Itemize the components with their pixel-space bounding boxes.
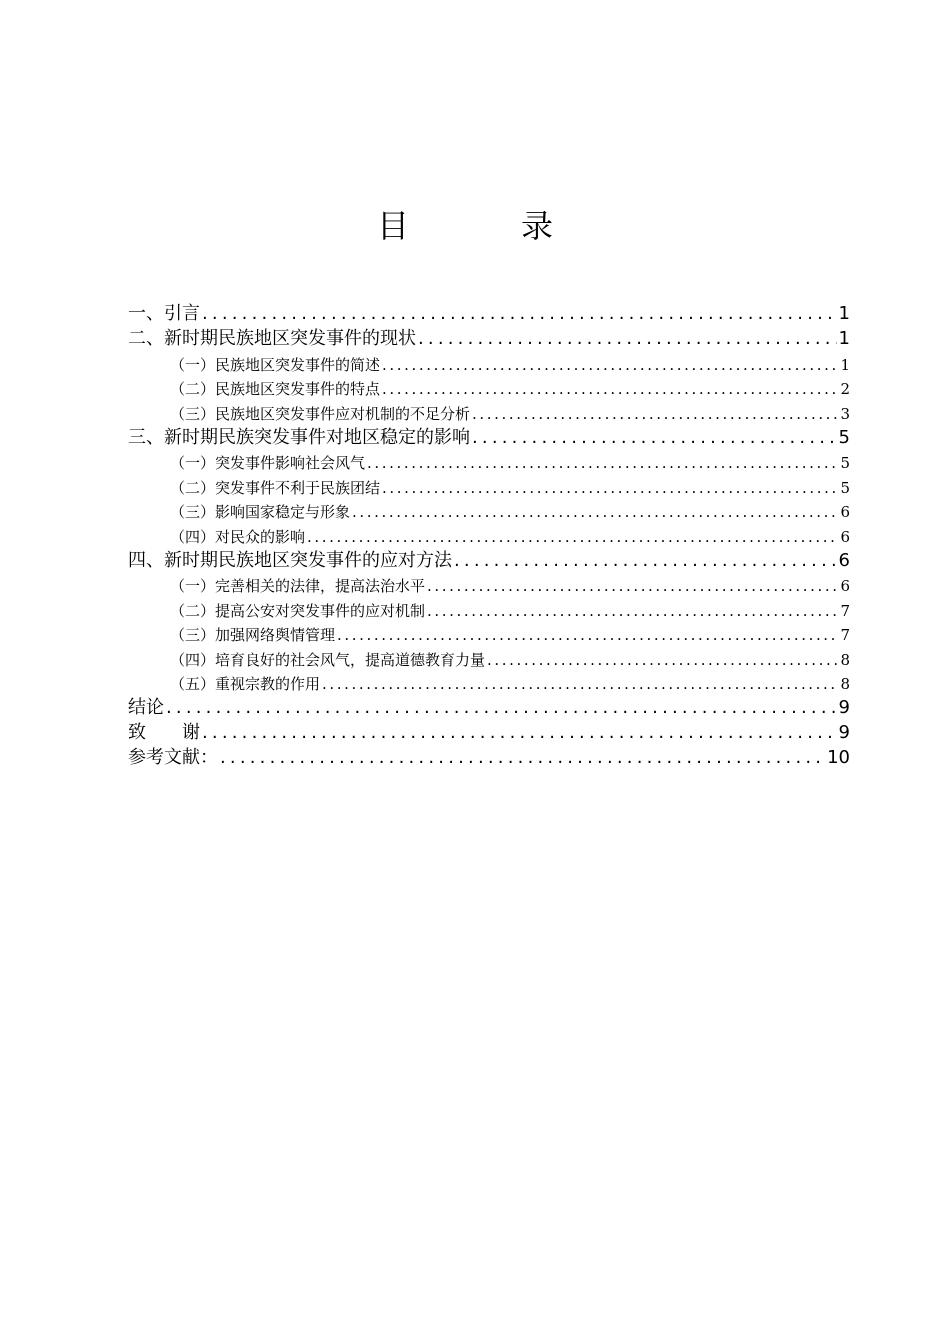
toc-entry-label: （四）对民众的影响 [170, 527, 306, 546]
toc-entry[interactable] [128, 325, 850, 350]
toc-entry-page: 8 [840, 650, 850, 669]
toc-leader-dots [202, 303, 837, 325]
toc-entry-label: （三）民族地区突发事件应对机制的不足分析 [170, 404, 471, 423]
toc-entry-page: 3 [840, 404, 850, 423]
toc-subentry[interactable] [128, 449, 850, 474]
toc-entry-label: 三、新时期民族突发事件对地区稳定的影响 [128, 426, 470, 448]
toc-entry-page: 6 [840, 527, 850, 546]
toc-entry[interactable] [128, 547, 850, 572]
toc-entry-label: （一）完善相关的法律，提高法治水平 [170, 577, 426, 595]
toc-leader-dots [418, 328, 837, 350]
toc-entry-page: 6 [840, 577, 850, 595]
toc-entry[interactable] [128, 300, 850, 325]
toc-subentry[interactable] [128, 522, 850, 547]
toc-subentry[interactable] [128, 473, 850, 498]
toc-entry-page: 2 [840, 380, 850, 398]
toc-subentry[interactable] [128, 375, 850, 400]
toc-entry-label: （五）重视宗教的作用 [170, 675, 321, 693]
toc-leader-dots [454, 550, 837, 572]
toc-entry-page: 9 [838, 697, 850, 718]
toc-entry-label: （二）提高公安对突发事件的应对机制 [170, 601, 426, 620]
toc-leader-dots [307, 527, 838, 547]
toc-subentry[interactable] [128, 621, 850, 646]
toc-entry-page: 5 [840, 478, 850, 497]
toc-entry-label: 一、引言 [128, 303, 200, 324]
toc-entry-page: 7 [840, 626, 850, 644]
toc-leader-dots [382, 379, 838, 399]
toc-subentry[interactable] [128, 350, 850, 375]
toc-entry-page: 1 [838, 303, 850, 324]
toc-entry-page: 6 [840, 503, 850, 521]
table-of-contents [128, 300, 850, 769]
toc-leader-dots [202, 722, 837, 744]
toc-leader-dots [322, 674, 838, 694]
toc-entry-page: 6 [838, 549, 850, 571]
toc-leader-dots [166, 697, 837, 719]
toc-entry-page: 5 [838, 426, 850, 448]
toc-entry-label: （四）培育良好的社会风气，提高道德教育力量 [170, 650, 486, 669]
toc-entry-page: 5 [840, 454, 850, 472]
toc-entry-label: 四、新时期民族地区突发事件的应对方法 [128, 549, 452, 571]
toc-entry[interactable] [128, 694, 850, 719]
toc-entry-label: 结论 [128, 697, 164, 718]
toc-entry-label: （二）民族地区突发事件的特点 [170, 380, 381, 398]
toc-entry-label: （三）影响国家稳定与形象 [170, 503, 351, 521]
toc-entry-page: 8 [840, 675, 850, 693]
toc-leader-dots [427, 576, 838, 596]
toc-leader-dots [220, 747, 825, 769]
toc-entry-page: 1 [838, 328, 850, 349]
toc-entry-label: 二、新时期民族地区突发事件的现状 [128, 328, 416, 349]
toc-entry-label: （二）突发事件不利于民族团结 [170, 478, 381, 497]
toc-entry[interactable] [128, 719, 850, 744]
toc-entry[interactable] [128, 424, 850, 449]
toc-leader-dots [382, 355, 838, 375]
toc-leader-dots [367, 453, 838, 473]
toc-subentry[interactable] [128, 572, 850, 597]
toc-subentry[interactable] [128, 596, 850, 621]
toc-leader-dots [382, 478, 838, 498]
toc-entry-label: （一）突发事件影响社会风气 [170, 454, 366, 472]
toc-leader-dots [487, 650, 838, 670]
toc-entry-page: 7 [840, 601, 850, 620]
toc-entry-label: 致 谢 [128, 722, 200, 743]
toc-leader-dots [472, 404, 838, 424]
toc-entry-label: 参考文献： [128, 747, 218, 768]
toc-leader-dots [472, 427, 837, 449]
toc-leader-dots [427, 601, 838, 621]
toc-subentry[interactable] [128, 645, 850, 670]
toc-leader-dots [337, 625, 838, 645]
toc-subentry[interactable] [128, 670, 850, 695]
toc-title: 目 录 [376, 207, 593, 245]
toc-entry-page: 10 [827, 747, 850, 768]
toc-entry-label: （一）民族地区突发事件的简述 [170, 355, 381, 374]
toc-leader-dots [352, 502, 838, 522]
toc-subentry[interactable] [128, 498, 850, 523]
toc-subentry[interactable] [128, 399, 850, 424]
toc-entry-label: （三）加强网络舆情管理 [170, 626, 336, 644]
toc-entry-page: 9 [838, 722, 850, 743]
toc-entry[interactable] [128, 744, 850, 769]
toc-entry-page: 1 [840, 355, 850, 374]
